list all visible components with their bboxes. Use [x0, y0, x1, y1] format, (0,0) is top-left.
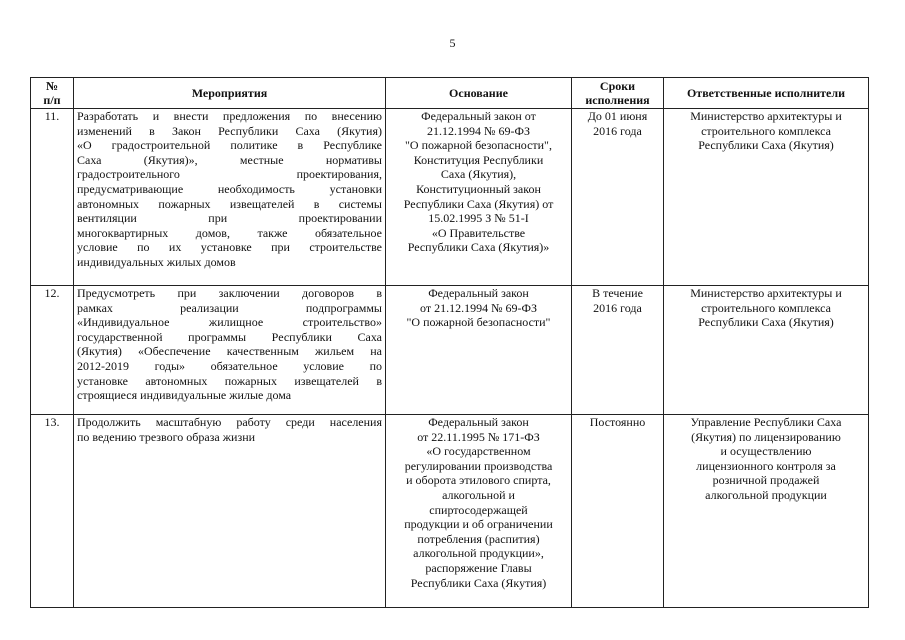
cell-line: алкогольной продукции», [413, 546, 544, 561]
activity-cell [74, 415, 386, 608]
cell-line: Федеральный закон от [421, 109, 536, 123]
responsible-cell [664, 415, 869, 608]
cell-line: условие по их установке при строительстве [77, 240, 382, 255]
cell-line: Разработать и внести предложения по внесению [77, 109, 382, 123]
cell-line: алкогольной продукции [705, 487, 827, 502]
cell-line: и оборота этилового спирта, [406, 473, 551, 488]
cell-line: «О государственном [426, 444, 531, 459]
cell-line: 2016 года [593, 300, 642, 315]
header-term [572, 78, 664, 109]
responsible-cell [664, 109, 869, 286]
cell-line: Министерство архитектуры и [690, 286, 842, 300]
row-number: 12. [31, 286, 74, 415]
table-row [31, 415, 869, 608]
header-line: п/п [43, 93, 61, 107]
cell-line: "О пожарной безопасности" [406, 315, 551, 330]
cell-line: «О Правительстве [431, 225, 526, 240]
cell-line: автономных пожарных извещателей в системы [77, 196, 382, 211]
cell-line: Министерство архитектуры и [690, 109, 842, 123]
cell-line: Республики Саха (Якутия) [698, 315, 834, 330]
cell-line: В течение [592, 286, 643, 300]
term-cell [572, 415, 664, 608]
basis-cell [386, 109, 572, 286]
cell-line: До 01 июня [587, 109, 648, 123]
cell-line: Продолжить масштабную работу среди населения [77, 415, 382, 429]
table-row [31, 109, 869, 286]
row-number: 13. [31, 415, 74, 608]
page-number: 5 [449, 36, 456, 50]
cell-line: и осуществлению [720, 444, 812, 459]
cell-line: Постоянно [589, 415, 646, 429]
cell-line: Республики Саха (Якутия) от [403, 196, 554, 211]
cell-line: «Индивидуальное жилищное строительство» [77, 315, 382, 330]
cell-line: продукции и об ограничении [404, 517, 553, 532]
responsible-cell [664, 286, 869, 415]
header-responsible: Ответственные исполнители [664, 78, 869, 109]
cell-line: (Якутия) по лицензированию [691, 429, 841, 444]
cell-line: изменений в Закон Республики Саха (Якутия) [77, 123, 382, 138]
cell-line: 21.12.1994 № 69-ФЗ [427, 123, 530, 138]
cell-line: индивидуальных жилых домов [77, 254, 236, 269]
term-cell [572, 286, 664, 415]
table-header-row [31, 78, 869, 109]
table-row [31, 286, 869, 415]
cell-line: Республики Саха (Якутия) [410, 575, 547, 590]
cell-line: по ведению трезвого образа жизни [77, 429, 256, 444]
cell-line: строящиеся индивидуальные жилые дома [77, 388, 292, 403]
cell-line: Саха (Якутия), [440, 167, 517, 182]
cell-line: «О градостроительной политике в Республике [77, 138, 382, 153]
cell-line: от 21.12.1994 № 69-ФЗ [419, 300, 538, 315]
cell-line: алкогольной и [442, 487, 515, 502]
cell-line: государственной программы Республики Саха [77, 329, 382, 344]
cell-line: Саха (Якутия)», местные нормативы [77, 152, 382, 167]
cell-line: строительного комплекса [701, 300, 831, 315]
basis-cell [386, 286, 572, 415]
cell-line: 15.02.1995 З № 51-I [428, 211, 529, 226]
cell-line: предусматривающие необходимость установки [77, 181, 382, 196]
cell-line: потребления (распития) [417, 531, 540, 546]
cell-line: Предусмотреть при заключении договоров в [77, 286, 382, 300]
cell-line: многоквартирных домов, также обязательное [77, 225, 382, 240]
cell-line: Республики Саха (Якутия)» [407, 240, 550, 255]
header-activity: Мероприятия [74, 78, 386, 109]
cell-line: 2012-2019 годы» обязательное условие по [77, 358, 382, 373]
cell-line: Федеральный закон [428, 415, 529, 429]
cell-line: спиртосодержащей [429, 502, 528, 517]
cell-line: 2016 года [593, 123, 642, 138]
header-basis: Основание [386, 78, 572, 109]
cell-line: регулировании производства [404, 458, 553, 473]
cell-line: Федеральный закон [428, 286, 529, 300]
cell-line: (Якутия) «Обеспечение качественным жильем на [77, 344, 382, 359]
cell-line: рамках реализации подпрограммы [77, 300, 382, 315]
activity-cell [74, 286, 386, 415]
cell-line: "О пожарной безопасности", [405, 138, 552, 153]
activities-table [30, 77, 869, 608]
header-line: Сроки [599, 79, 636, 93]
cell-line: вентиляции при проектировании [77, 211, 382, 226]
activity-cell [74, 109, 386, 286]
cell-line: строительного комплекса [701, 123, 831, 138]
cell-line: Конституция Республики [413, 152, 544, 167]
cell-line: от 22.11.1995 № 171-ФЗ [417, 429, 540, 444]
cell-line: распоряжение Главы [425, 560, 532, 575]
cell-line: градостроительного проектирования, [77, 167, 382, 182]
cell-line: розничной продажей [712, 473, 820, 488]
cell-line: Республики Саха (Якутия) [698, 138, 834, 153]
cell-line: лицензионного контроля за [696, 458, 836, 473]
basis-cell [386, 415, 572, 608]
term-cell [572, 109, 664, 286]
row-number: 11. [31, 109, 74, 286]
header-line: № [45, 79, 59, 93]
cell-line: Конституционный закон [416, 181, 541, 196]
header-num [31, 78, 74, 109]
header-line: исполнения [585, 93, 650, 107]
cell-line: Управление Республики Саха [690, 415, 842, 429]
cell-line: установке автономных пожарных извещателей в [77, 373, 382, 388]
